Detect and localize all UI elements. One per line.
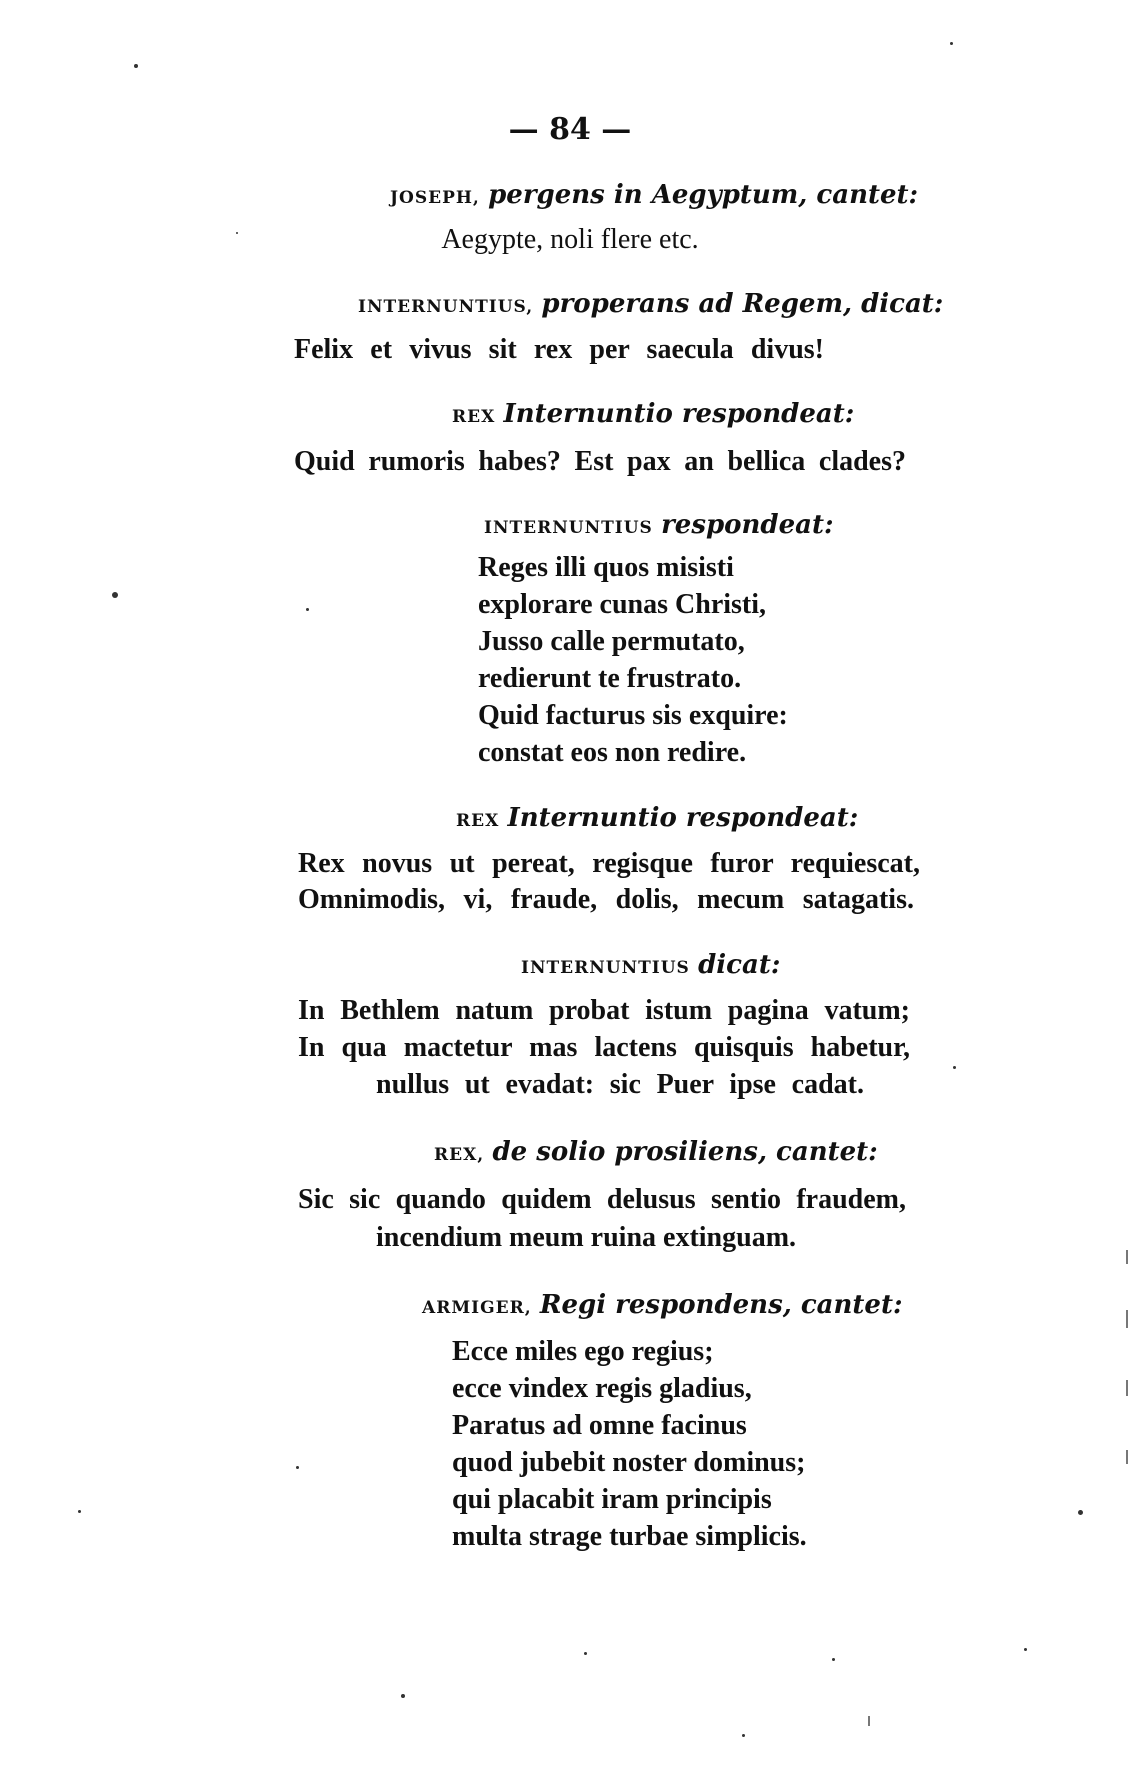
verse-line: Rex novus ut pereat, regisque furor requiescat,: [298, 848, 920, 879]
verse-line: multa strage turbae simplicis.: [452, 1521, 807, 1552]
verse-line: In qua mactetur mas lactens quisquis habetur,: [298, 1032, 910, 1063]
speaker-name: JOSEPH,: [390, 188, 480, 208]
scan-speck: [78, 1510, 81, 1513]
speaker-name: INTERNUNTIUS: [521, 958, 690, 978]
verse-line: Aegypte, noli flere etc.: [441, 224, 699, 255]
speaker-name: REX: [452, 407, 496, 427]
verse-line: Paratus ad omne facinus: [452, 1410, 747, 1441]
speaker-name: ARMIGER,: [422, 1298, 532, 1318]
verse-line: Omnimodis, vi, fraude, dolis, mecum satagatis.: [298, 884, 914, 915]
scan-speck: [742, 1734, 745, 1737]
scan-speck: [236, 232, 238, 234]
stage-direction: [484, 510, 834, 540]
verse-line: Ecce miles ego regius;: [452, 1336, 714, 1367]
scan-mark: [868, 1716, 870, 1726]
verse-line: In Bethlem natum probat istum pagina vatum;: [298, 995, 910, 1026]
scan-speck: [112, 592, 118, 598]
scan-mark: [1126, 1310, 1128, 1328]
verse-line: constat eos non redire.: [478, 737, 747, 768]
verse-line: Sic sic quando quidem delusus sentio fraudem,: [298, 1184, 906, 1215]
direction-text: de solio prosiliens, cantet:: [492, 1137, 878, 1167]
speaker-name: REX: [456, 811, 500, 831]
scan-speck: [950, 42, 953, 45]
verse-line: qui placabit iram principis: [452, 1484, 772, 1515]
speaker-name: INTERNUNTIUS: [484, 518, 653, 538]
scan-mark: [1126, 1450, 1128, 1464]
stage-direction: [390, 180, 918, 210]
scan-mark: [1126, 1250, 1128, 1264]
verse-line: Felix et vivus sit rex per saecula divus!: [294, 334, 824, 365]
verse-line: Jusso calle permutato,: [478, 626, 745, 657]
direction-text: pergens in Aegyptum, cantet:: [488, 180, 919, 210]
verse-line: quod jubebit noster dominus;: [452, 1447, 806, 1478]
verse-line: incendium meum ruina extinguam.: [376, 1222, 797, 1253]
scan-speck: [1024, 1648, 1027, 1651]
scan-mark: [1126, 1380, 1128, 1396]
verse-line: Quid facturus sis exquire:: [478, 700, 788, 731]
verse-line: redierunt te frustrato.: [478, 663, 742, 694]
speaker-name: INTERNUNTIUS,: [358, 297, 534, 317]
scan-speck: [306, 608, 309, 611]
verse-line: Reges illi quos misisti: [478, 552, 734, 583]
direction-text: Regi respondens, cantet:: [539, 1290, 903, 1320]
direction-text: Internuntio respondeat:: [503, 399, 855, 429]
stage-direction: [434, 1137, 878, 1167]
stage-direction: [456, 803, 858, 833]
direction-text: dicat:: [698, 950, 781, 980]
stage-direction: [452, 399, 854, 429]
verse-line: nullus ut evadat: sic Puer ipse cadat.: [376, 1069, 864, 1100]
scan-speck: [134, 64, 138, 68]
scan-speck: [296, 1466, 299, 1469]
scan-speck: [584, 1652, 587, 1655]
stage-direction: [521, 950, 780, 980]
stage-direction: [422, 1290, 903, 1320]
scan-speck: [953, 1066, 956, 1069]
verse-line: Quid rumoris habes? Est pax an bellica clades?: [294, 446, 906, 477]
direction-text: respondeat:: [661, 510, 834, 540]
scan-speck: [1078, 1510, 1083, 1515]
scan-speck: [832, 1658, 835, 1661]
stage-direction: [358, 289, 943, 319]
direction-text: properans ad Regem, dicat:: [541, 289, 944, 319]
speaker-name: REX,: [434, 1145, 485, 1165]
scan-speck: [401, 1694, 405, 1698]
verse-line: explorare cunas Christi,: [478, 589, 767, 620]
verse-line: ecce vindex regis gladius,: [452, 1373, 752, 1404]
direction-text: Internuntio respondeat:: [507, 803, 859, 833]
page-number: — 84 —: [508, 112, 632, 147]
